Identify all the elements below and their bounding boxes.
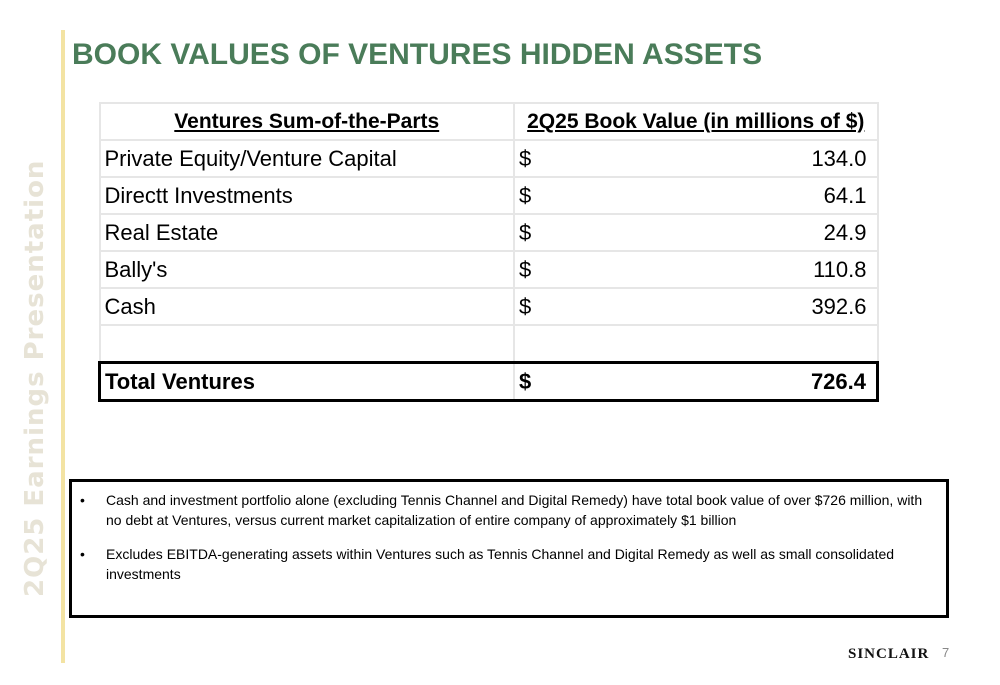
row-value: 110.8 bbox=[813, 256, 867, 282]
row-value-cell bbox=[514, 251, 878, 288]
table-row bbox=[100, 288, 878, 325]
accent-bar bbox=[61, 30, 65, 663]
notes-list bbox=[80, 490, 926, 584]
note-text: Cash and investment portfolio alone (excluding Tennis Channel and Digital Remedy) have total book value of over $726 million, with no debt at Ventures, versus current market capitalization of entire company of approximately $1 billion bbox=[106, 492, 923, 528]
currency-symbol: $ bbox=[519, 368, 532, 394]
list-item bbox=[80, 490, 926, 530]
notes-box bbox=[69, 479, 949, 618]
total-value: 726.4 bbox=[810, 368, 866, 394]
list-item bbox=[80, 544, 926, 584]
row-label: Directt Investments bbox=[100, 177, 515, 214]
empty-cell bbox=[514, 325, 878, 363]
page-number: 7 bbox=[942, 645, 950, 660]
row-value-cell bbox=[514, 177, 878, 214]
row-label: Cash bbox=[100, 288, 515, 325]
currency-symbol: $ bbox=[519, 256, 532, 282]
table-row bbox=[100, 251, 878, 288]
sinclair-logo: SINCLAIR bbox=[848, 646, 930, 662]
row-value: 24.9 bbox=[823, 219, 867, 245]
table-row-empty bbox=[100, 325, 878, 363]
row-value-cell bbox=[514, 214, 878, 251]
total-value-cell bbox=[514, 363, 878, 401]
bullet-icon: • bbox=[80, 492, 85, 508]
page-title: BOOK VALUES OF VENTURES HIDDEN ASSETS bbox=[72, 38, 763, 71]
sum-of-parts-table bbox=[98, 102, 879, 402]
row-value: 64.1 bbox=[823, 182, 867, 208]
currency-symbol: $ bbox=[519, 293, 532, 319]
note-text: Excludes EBITDA-generating assets within Ventures such as Tennis Channel and Digital Remedy as well as small consolidated investments bbox=[106, 546, 895, 582]
currency-symbol: $ bbox=[519, 219, 532, 245]
table-row bbox=[100, 177, 878, 214]
table-header-row bbox=[100, 103, 878, 140]
currency-symbol: $ bbox=[519, 145, 532, 171]
row-value: 134.0 bbox=[811, 145, 867, 171]
row-value-cell bbox=[514, 140, 878, 177]
empty-cell bbox=[100, 325, 515, 363]
row-label: Real Estate bbox=[100, 214, 515, 251]
currency-symbol: $ bbox=[519, 182, 532, 208]
row-value: 392.6 bbox=[811, 293, 867, 319]
row-label: Private Equity/Venture Capital bbox=[100, 140, 515, 177]
column-header-segment: Ventures Sum-of-the-Parts bbox=[100, 103, 515, 140]
total-row bbox=[100, 363, 878, 401]
row-value-cell bbox=[514, 288, 878, 325]
row-label: Bally's bbox=[100, 251, 515, 288]
total-label: Total Ventures bbox=[100, 363, 515, 401]
bullet-icon: • bbox=[80, 546, 85, 562]
table-row bbox=[100, 140, 878, 177]
column-header-book-value: 2Q25 Book Value (in millions of $) bbox=[514, 103, 878, 140]
table-row bbox=[100, 214, 878, 251]
presentation-side-label: 2Q25 Earnings Presentation bbox=[20, 159, 50, 597]
